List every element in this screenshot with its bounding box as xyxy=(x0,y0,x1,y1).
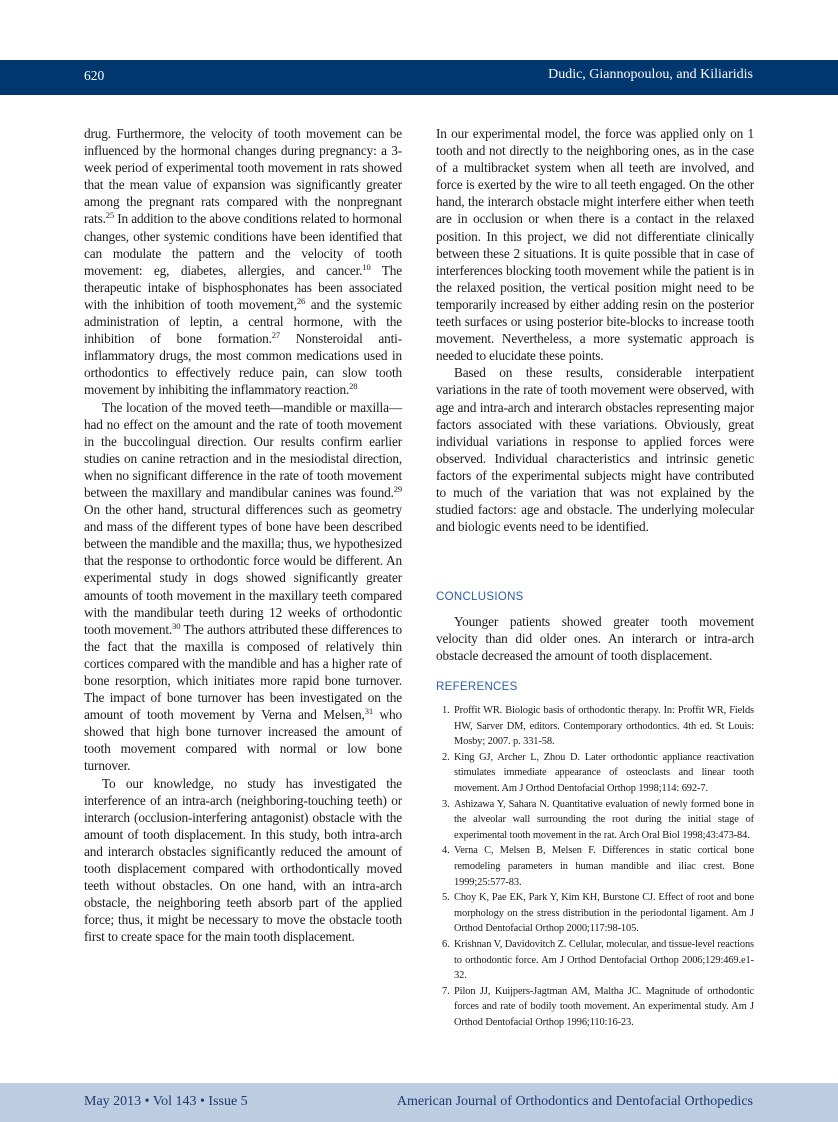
text-run: In addition to the above conditions related to hormonal changes, other systemic conditions have been identified that can modulate the pattern and the velocity of tooth movement: eg, diabetes, allergies, and cancer. xyxy=(84,211,402,278)
reference-number: 2. xyxy=(442,751,450,763)
reference-text: Proffit WR. Biologic basis of orthodontic therapy. In: Proffit WR, Fields HW, Sarver DM, editors. Contemporary orthodontics. 4th ed. St Louis: Mosby; 2007. p. 331-58. xyxy=(454,705,754,748)
paragraph xyxy=(436,364,754,535)
citation-superscript: 25 xyxy=(105,210,114,221)
citation-superscript: 31 xyxy=(364,706,373,717)
citation-superscript: 28 xyxy=(349,381,358,392)
reference-text: Ashizawa Y, Sahara N. Quantitative evaluation of newly formed bone in the alveolar wall surrounding the root during the initial stage of experimental tooth movement in the rat. Arch Oral Biol 1998;43:473-84. xyxy=(454,798,754,841)
text-run: drug. Furthermore, the velocity of tooth movement can be influenced by the hormonal changes during pregnancy: a 3-week period of experimental tooth movement in rats showed that the mean value of expansion was significantly greater among the pregnant rats compared with the nonpregnant rats. xyxy=(84,126,402,227)
left-column xyxy=(84,125,402,946)
references-heading: REFERENCES xyxy=(436,681,518,693)
paragraph xyxy=(84,125,402,399)
reference-item xyxy=(436,703,754,750)
reference-number: 3. xyxy=(442,798,450,810)
text-run: Nonsteroidal anti-inflammatory drugs, the most common medications used in orthodontics to effectively reduce pain, can slow tooth movement by inhibiting the inflammatory reaction. xyxy=(84,331,402,398)
reference-item xyxy=(436,797,754,844)
reference-text: Krishnan V, Davidovitch Z. Cellular, molecular, and tissue-level reactions to orthodontic force. Am J Orthod Dentofacial Orthop 2006;129:469.e1-32. xyxy=(454,938,754,982)
reference-text: Choy K, Pae EK, Park Y, Kim KH, Burstone CJ. Effect of root and bone morphology on the stress distribution in the periodontal ligament. Am J Orthod Dentofacial Orthop 2000;117:98-105. xyxy=(454,892,754,935)
citation-superscript: 29 xyxy=(393,483,402,494)
citation-superscript: 27 xyxy=(271,330,280,341)
text-run: Based on these results, considerable interpatient variations in the rate of tooth movement were observed, with age and intra-arch and interarch obstacles representing major factors associated with these variations. Obviously, great individual variations in response to applied forces were observed. Individual characteristics and intrinsic genetic factors of the experimental subjects might have contributed to much of the variation that was not explained by the studied factors: age and obstacle. The underlying molecular and biologic events need to be identified. xyxy=(436,365,754,535)
reference-item xyxy=(436,750,754,797)
text-run: and the systemic administration of leptin, a central hormone, with the inhibition of bone formation. xyxy=(84,296,402,347)
text-run: On the other hand, structural differences such as geometry and mass of the different types of bone have been described between the mandible and the maxilla; thus, we hypothesized that the response to orthodontic force would be different. An experimental study in dogs showed significantly greater amounts of tooth movement in the maxillary teeth compared with the mandibular teeth during 12 weeks of orthodontic tooth movement. xyxy=(84,502,402,637)
reference-item xyxy=(436,984,754,1031)
text-run: The location of the moved teeth—mandible or maxilla—had no effect on the amount and the rate of tooth movement in the buccolingual direction. Our results confirm earlier studies on canine retraction and in the mesiodistal direction, when no significant difference in the rate of tooth movement between the maxillary and mandibular canines was found. xyxy=(84,399,402,500)
right-column xyxy=(436,125,754,535)
running-header xyxy=(0,60,838,95)
reference-item xyxy=(436,843,754,890)
citation-superscript: 26 xyxy=(296,295,306,306)
citation-superscript: 30 xyxy=(172,620,181,631)
paragraph xyxy=(436,125,754,364)
paragraph xyxy=(84,775,402,946)
reference-text: King GJ, Archer L, Zhou D. Later orthodontic appliance reactivation stimulates immediate appearance of osteoclasts and linear tooth movement. Am J Orthod Dentofacial Orthop 1998;114: 692-7. xyxy=(454,751,754,794)
reference-text: Verna C, Melsen B, Melsen F. Differences in static cortical bone remodeling parameters in human mandible and iliac crest. Bone 1999;25:577-83. xyxy=(454,845,754,888)
reference-item xyxy=(436,890,754,937)
journal-title: American Journal of Orthodontics and Dentofacial Orthopedics xyxy=(396,1094,753,1109)
conclusions-section xyxy=(436,613,754,664)
issue-info: May 2013 • Vol 143 • Issue 5 xyxy=(84,1094,248,1109)
running-footer xyxy=(0,1083,838,1122)
running-authors: Dudic, Giannopoulou, and Kiliaridis xyxy=(548,67,753,82)
reference-number: 1. xyxy=(442,705,450,716)
reference-item xyxy=(436,937,754,984)
reference-text: Pilon JJ, Kuijpers-Jagtman AM, Maltha JC. Magnitude of orthodontic forces and rate of bodily tooth movement. An experimental study. Am J Orthod Dentofacial Orthop 1996;110:16-23. xyxy=(454,985,754,1028)
text-run: The authors attributed these differences to the fact that the maxilla is composed of relatively thin cortices compared with the mandible and has a higher rate of bone resorption, which initiates more rapid bone turnover. The impact of bone turnover has been investigated on the amount of tooth movement by Verna and Melsen, xyxy=(84,621,402,723)
reference-number: 7. xyxy=(442,985,450,997)
reference-number: 4. xyxy=(442,845,450,857)
text-run: To our knowledge, no study has investigated the interference of an intra-arch (neighboring-touching teeth) or interarch (occlusion-interfering antagonist) obstacle with the amount of tooth displacement. In this study, both intra-arch and interarch obstacles significantly reduced the amount of tooth displacement compared with orthodontically moved teeth without obstacles. On one hand, with an intra-arch obstacle, the neighboring teeth absorb part of the applied force; thus, it might be necessary to move the obstacle tooth first to create space for the main tooth displacement. xyxy=(84,775,402,945)
conclusions-heading: CONCLUSIONS xyxy=(436,591,524,603)
text-run: who showed that high bone turnover increased the amount of tooth movement compared with normal or low bone turnover. xyxy=(84,707,402,774)
text-run: In our experimental model, the force was applied only on 1 tooth and not directly to the neighboring ones, as in the case of a multibracket system when all teeth are involved, and force is exerted by the wire to all teeth engaged. On the other hand, the interarch obstacle might interfere either when teeth are in occlusion or when there is a contact in the relaxed position. In this project, we did not differentiate clinically between these 2 situations. It is quite possible that in case of interferences blocking tooth movement while the patient is in the relaxed position, the vertical position might need to be temporarily increased by either adding resin on the posterior teeth surfaces or using posterior bite-blocks to increase tooth movement. Nevertheless, a more systematic approach is needed to elucidate these points. xyxy=(436,126,754,364)
reference-number: 6. xyxy=(442,938,450,950)
conclusions-text: Younger patients showed greater tooth movement velocity than did older ones. An interarch or intra-arch obstacle decreased the amount of tooth displacement. xyxy=(436,614,754,664)
page-number: 620 xyxy=(84,68,105,83)
paragraph xyxy=(84,399,402,775)
references-list xyxy=(436,703,754,1030)
text-run: The therapeutic intake of bisphosphonates has been associated with the inhibition of tooth movement, xyxy=(84,262,402,312)
reference-number: 5. xyxy=(442,892,450,904)
citation-superscript: 10 xyxy=(362,261,371,272)
